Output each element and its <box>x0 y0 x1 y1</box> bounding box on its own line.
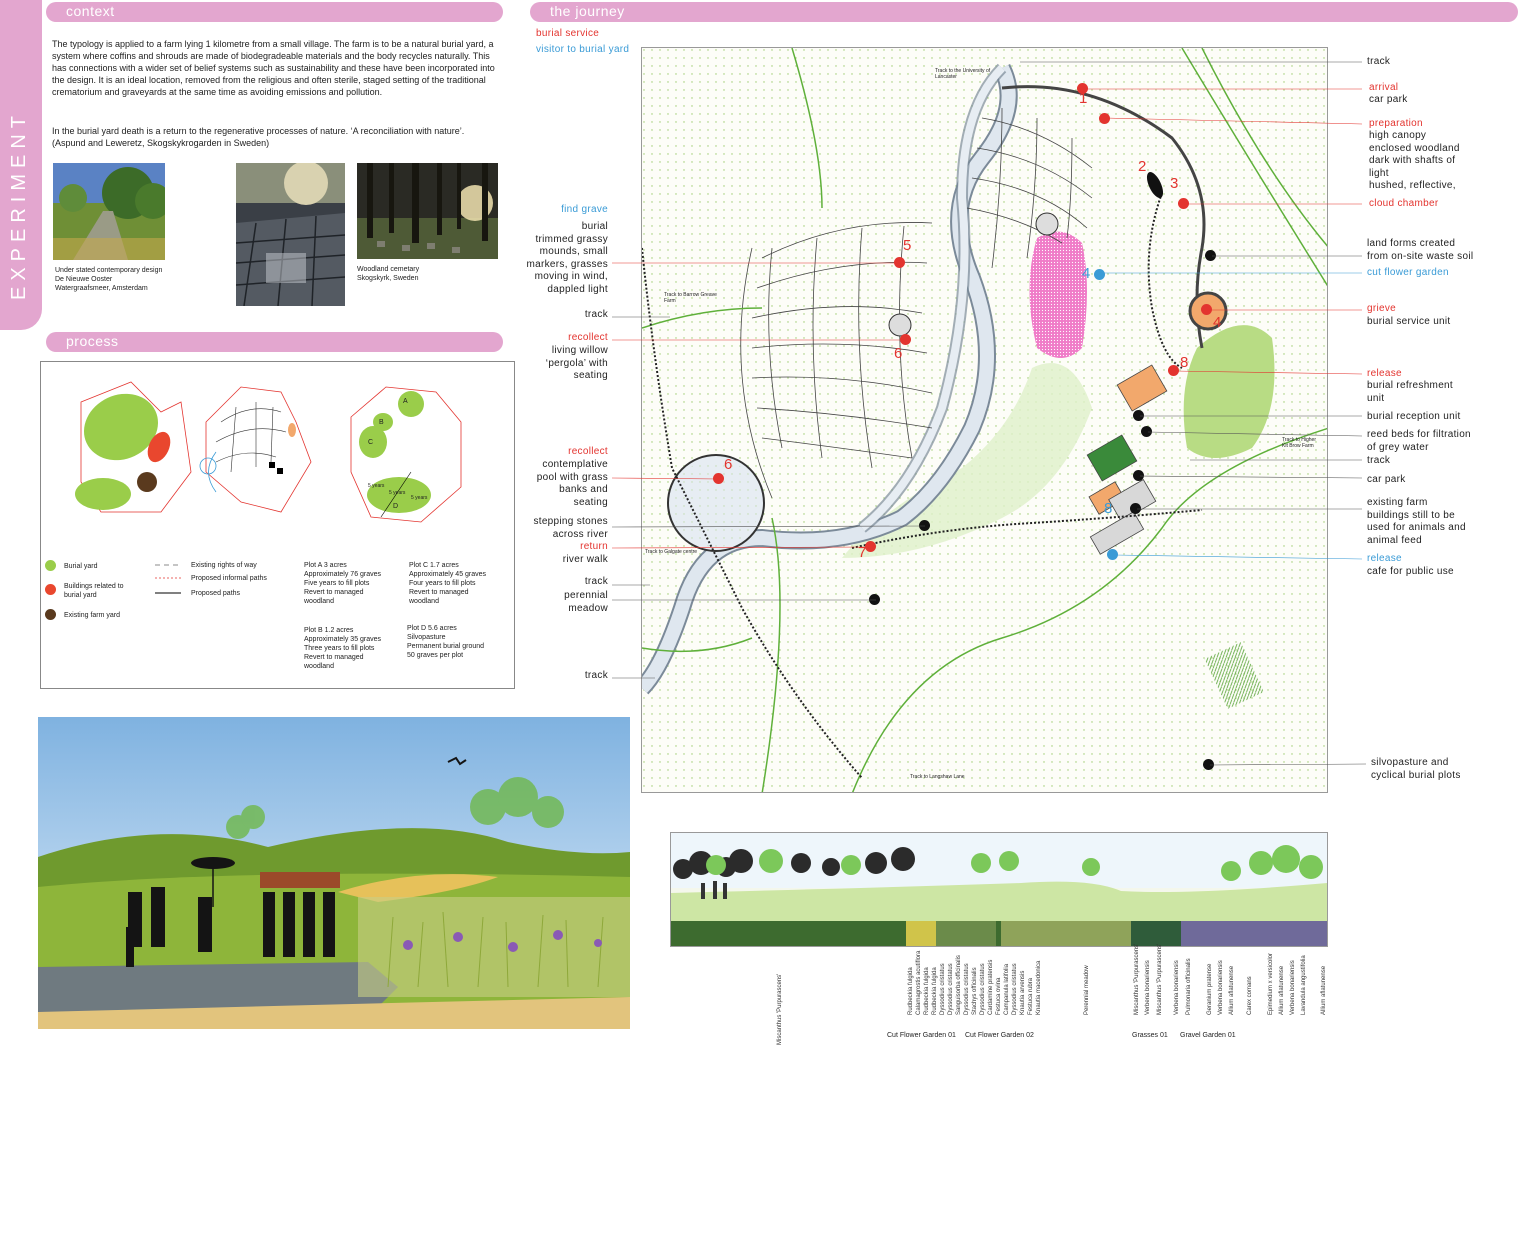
legend-buildings-2: burial yard <box>64 592 97 599</box>
label-pergola-body: living willow ‘pergola’ with seating <box>545 345 608 381</box>
plant-label: Stachys officinalis <box>972 967 978 1015</box>
legend-burial-yard: Burial yard <box>64 563 98 570</box>
plant-label: Knautia macedonica <box>1036 960 1042 1015</box>
label-land-forms: land forms created from on-site waste soil <box>1367 238 1474 262</box>
label-stepping-stones: stepping stones across river <box>533 516 608 540</box>
legend-proposed-paths: Proposed paths <box>191 590 241 597</box>
map-number-5: 5 <box>903 237 912 254</box>
label-release-1: release <box>1367 368 1402 379</box>
plant-label: Calamagrostis acutiflora <box>916 950 922 1015</box>
photo-1-caption-2: De Nieuwe Ooster <box>55 276 113 283</box>
photo-1-caption-3: Watergraafsmeer, Amsterdam <box>55 285 148 292</box>
label-silvopasture: silvopasture and cyclical burial plots <box>1371 757 1461 781</box>
note-kit-brow: Track to Higher Kit Brow Farm <box>1282 437 1316 449</box>
note-lancaster: Track to the University of Lancaster <box>935 68 991 80</box>
plant-label: Dyssodius cristatus <box>1012 963 1018 1015</box>
plant-label: Dyssodius cristatus <box>948 963 954 1015</box>
zone-gravel-garden-01: Gravel Garden 01 <box>1180 1032 1236 1039</box>
plant-label: Campanula latifolia <box>1004 963 1010 1015</box>
planting-section <box>670 832 1328 947</box>
key-burial-service: burial service <box>536 28 600 39</box>
note-langshaw: Track to Langshaw Lane <box>910 774 965 780</box>
plot-a-text: Plot A 3 acres Approximately 76 graves Five years to fill plots Revert to managed woodland <box>304 562 382 605</box>
plant-label: Pulmonaria officinalis <box>1186 958 1192 1015</box>
label-cloud-chamber: cloud chamber <box>1369 198 1439 209</box>
label-meadow: perennial meadow <box>564 590 608 614</box>
map-number-8-blue: 8 <box>1104 500 1113 517</box>
plant-label: Rudbeckia fulgida <box>924 967 930 1015</box>
label-return: return <box>580 541 608 552</box>
map-number-1: 1 <box>1079 90 1088 107</box>
map-number-8-red: 8 <box>1180 354 1189 371</box>
label-track-2: track <box>584 576 608 587</box>
plot-years-2: 5 years <box>389 490 406 496</box>
experiment-title: EXPERIMENT <box>8 109 30 300</box>
label-arrival: arrival <box>1369 82 1399 93</box>
key-visitor: visitor to burial yard <box>536 44 630 55</box>
zone-cut-flower-02: Cut Flower Garden 02 <box>965 1032 1034 1039</box>
legend-buildings-1: Buildings related to <box>64 583 124 590</box>
journey-title: the journey <box>550 3 625 19</box>
label-reception: burial reception unit <box>1367 411 1461 422</box>
label-track-right-2: track <box>1367 455 1391 466</box>
label-find-grave-body: burial trimmed grassy mounds, small markers, grasses moving in wind, dappled light <box>526 221 608 295</box>
photo-1-caption-1: Under stated contemporary design <box>55 267 163 274</box>
plant-label: Dyssodius cristatus <box>980 963 986 1015</box>
label-preparation-body: high canopy enclosed woodland dark with shafts of light hushed, reflective, <box>1369 130 1460 191</box>
map-number-2: 2 <box>1138 158 1147 175</box>
plant-label: Lavandula angustifolia <box>1301 955 1307 1015</box>
plant-label: Verbena bonariensis <box>1145 960 1151 1015</box>
plant-label: Allium aflatunense <box>1229 965 1235 1015</box>
plant-label: Cardamine pratensis <box>988 959 994 1015</box>
map-number-7: 7 <box>858 544 867 561</box>
label-grieve: grieve <box>1367 303 1397 314</box>
label-track-right-1: track <box>1367 56 1391 67</box>
label-pool-body: contemplative pool with grass banks and seating <box>536 459 608 508</box>
label-release-2: release <box>1367 553 1402 564</box>
label-cut-flower: cut flower garden <box>1367 267 1449 278</box>
plant-label: Allium aflatunense <box>1321 965 1327 1015</box>
label-river-walk: river walk <box>562 554 608 565</box>
plot-letter-a: A <box>403 398 408 405</box>
label-cafe: cafe for public use <box>1367 566 1454 577</box>
plant-label: Festuca ovina <box>996 977 1002 1015</box>
photo-3-caption-1: Woodland cemetary <box>357 266 420 273</box>
map-number-4-blue: 4 <box>1082 265 1091 282</box>
plot-letter-d: D <box>393 503 399 510</box>
plant-label: Dyssodius cristatus <box>964 963 970 1015</box>
label-recollect-2: recollect <box>568 446 608 457</box>
plot-c-text: Plot C 1.7 acres Approximately 45 graves Four years to fill plots Revert to managed woodland <box>409 562 487 605</box>
label-reed-beds: reed beds for filtration of grey water <box>1367 429 1471 453</box>
plant-label: Sanguisorba officinalis <box>956 955 962 1015</box>
plant-label: Miscanthus 'Purpurascens' <box>1134 943 1140 1015</box>
plant-label: Miscanthus 'Purpurascens' <box>777 973 783 1045</box>
label-recollect-1: recollect <box>568 332 608 343</box>
legend-farm-yard: Existing farm yard <box>64 612 121 619</box>
plot-letter-b: B <box>379 419 384 426</box>
zone-cut-flower-01: Cut Flower Garden 01 <box>887 1032 956 1039</box>
label-service-unit: burial service unit <box>1367 316 1451 327</box>
plant-label: Allium aflatunense <box>1279 965 1285 1015</box>
plant-label: Dyssodius cristatus <box>940 963 946 1015</box>
plot-d-text: Plot D 5.6 acres Silvopasture Permanent burial ground 50 graves per plot <box>407 625 485 659</box>
plant-label: Epimedium x versicolor <box>1268 952 1274 1015</box>
plant-label: Verbena bonariensis <box>1218 960 1224 1015</box>
plot-years-1: 5 years <box>368 483 385 489</box>
plant-label: Carex comans <box>1247 976 1253 1015</box>
legend-informal-paths: Proposed informal paths <box>191 575 267 582</box>
plant-label: Rudbeckia fulgida <box>908 967 914 1015</box>
plot-b-text: Plot B 1.2 acres Approximately 35 graves Three years to fill plots Revert to managed woodland <box>304 627 382 670</box>
plant-label: Knautia arvensis <box>1020 970 1026 1015</box>
note-galgate: Track to Galgate centre <box>645 549 698 555</box>
plant-label: Perennial meadow <box>1084 965 1090 1015</box>
plant-label: Festuca rubra <box>1028 977 1034 1015</box>
photo-3-caption-2: Skogskyrk, Sweden <box>357 275 419 282</box>
map-number-6-pool: 6 <box>724 456 733 473</box>
context-paragraph-1: The typology is applied to a farm lying 1 kilometre from a small village. The farm is to be a natural burial yard, a system where coffins and shrouds are made of biodegradeable materials and the body recycles naturally. This has connections with a wider set of belief systems such as sustainability and these have been incorporated into the design. It is an ideal location, removed from the religious and often sterile, staged setting of the traditional crematorium and graveyards at the same time as avoiding emissions and pollution. <box>52 39 495 97</box>
plant-label: Verbena bonariensis <box>1174 960 1180 1015</box>
label-refreshment: burial refreshment unit <box>1367 380 1453 404</box>
map-number-6-pergola: 6 <box>894 345 903 362</box>
plot-letter-c: C <box>368 439 374 446</box>
label-track-3: track <box>584 670 608 681</box>
label-car-park: car park <box>1367 474 1406 485</box>
label-arrival-car-park: car park <box>1369 94 1408 105</box>
label-track-1: track <box>584 309 608 320</box>
map-number-3: 3 <box>1170 175 1179 192</box>
zone-grasses-01: Grasses 01 <box>1132 1032 1168 1039</box>
context-paragraph-2: In the burial yard death is a return to the regenerative processes of nature. ‘A reconciliation with nature’. (Aspund and Leweretz, Skogskykrogarden in Sweden) <box>52 126 465 148</box>
plant-label: Miscanthus 'Purpurascens' <box>1157 943 1163 1015</box>
label-farm-buildings: existing farm buildings still to be used for animals and animal feed <box>1367 497 1466 546</box>
context-title: context <box>66 3 115 19</box>
note-barrow: Track to Barrow Greave Farm <box>664 292 717 304</box>
legend-rights-of-way: Existing rights of way <box>191 562 257 569</box>
plant-label: Geranium pratense <box>1207 963 1213 1015</box>
process-title: process <box>66 333 119 349</box>
plot-years-3: 5 years <box>411 495 428 501</box>
plant-label: Rudbeckia fulgida <box>932 967 938 1015</box>
label-preparation: preparation <box>1369 118 1423 129</box>
plant-label: Verbena bonariensis <box>1290 960 1296 1015</box>
map-number-4-red: 4 <box>1213 314 1222 331</box>
label-find-grave: find grave <box>561 204 608 215</box>
